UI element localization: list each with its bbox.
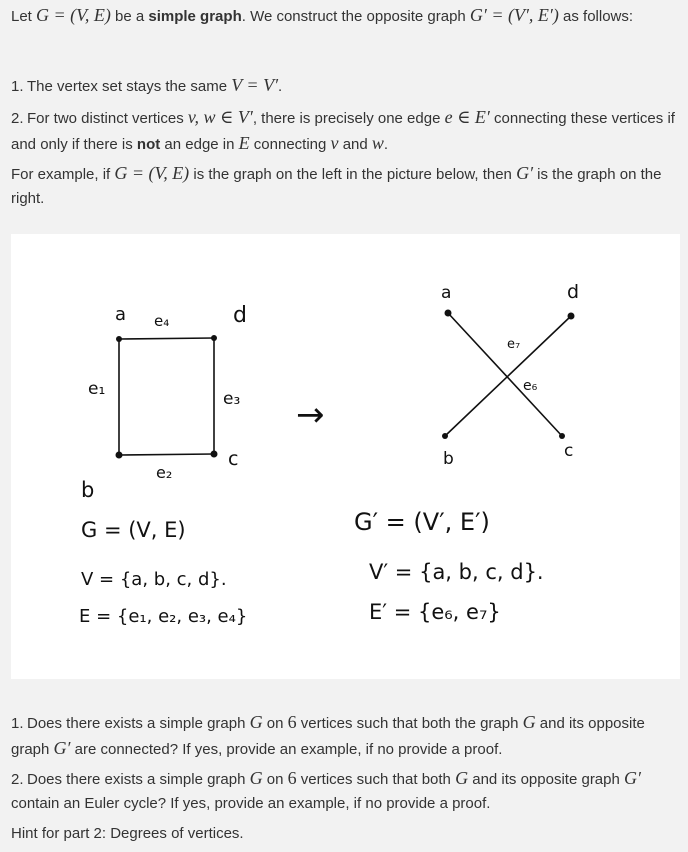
math-expr: V = V′ [231, 75, 279, 95]
question-text: Does there exists a simple graph [27, 715, 250, 732]
example-text: is the graph on the left in the picture below, then [189, 166, 517, 183]
math-expr: 6 [287, 768, 297, 788]
intro-text: be a [110, 8, 149, 25]
rule-bold: not [136, 136, 161, 153]
label-a: a [115, 304, 127, 325]
graph-drawing [11, 234, 680, 679]
vertex-c [211, 451, 218, 458]
math-expr: G [249, 768, 263, 788]
list-number: 2. [11, 110, 24, 127]
question-text: Does there exists a simple graph [27, 771, 250, 788]
label-c: c [228, 448, 239, 470]
rule-text: , there is precisely one edge [252, 110, 445, 127]
math-expr: G′ [624, 768, 641, 788]
intro-text: Let [11, 8, 37, 25]
left-def-G: G = (V, E) [81, 518, 186, 542]
example-text: For example, if [11, 166, 115, 183]
arrow-icon: → [296, 395, 325, 435]
list-number: 1. [11, 78, 24, 95]
vertex-b-prime [442, 433, 448, 439]
label-b: b [81, 478, 95, 502]
vertex-d [211, 335, 217, 341]
label-e1: e₁ [88, 379, 106, 399]
right-def-G: G′ = (V′, E′) [354, 508, 490, 536]
rule-text: connecting these vertices if and only if there is [11, 110, 675, 153]
rule-text: The vertex set stays the same [27, 78, 232, 95]
graph-figure [11, 234, 680, 679]
math-expr: e ∈ E′ [444, 107, 490, 127]
math-expr: G = (V, E) [114, 163, 190, 183]
vertex-a-prime [445, 310, 452, 317]
rule-item-1 [11, 73, 676, 99]
rule-text: . [278, 78, 283, 95]
question-text: vertices such that both [296, 771, 456, 788]
edge-e2 [119, 454, 214, 455]
label-d-prime: d [567, 281, 580, 303]
math-expr: G [522, 712, 536, 732]
question-item-2 [11, 766, 676, 816]
right-def-V: V′ = {a, b, c, d}. [369, 560, 544, 584]
hint-text: Hint for part 2: Degrees of vertices. [11, 825, 244, 842]
math-expr: G [455, 768, 469, 788]
list-number: 1. [11, 715, 24, 732]
rule-text: connecting [249, 136, 331, 153]
vertex-b [116, 452, 123, 459]
edge-e7 [445, 316, 571, 436]
right-graph [445, 313, 571, 436]
rule-text: and [338, 136, 372, 153]
label-e3: e₃ [223, 389, 241, 409]
math-expr: v, w ∈ V′ [187, 107, 253, 127]
question-text: and its opposite graph [468, 771, 625, 788]
math-expr: G [249, 712, 263, 732]
vertex-d-prime [568, 313, 575, 320]
left-vertices [116, 335, 218, 459]
intro-text: as follows: [558, 8, 634, 25]
label-e2: e₂ [156, 463, 173, 482]
label-b-prime: b [443, 449, 454, 469]
label-e7: e₇ [507, 337, 521, 352]
intro-bold: simple graph [148, 8, 242, 25]
math-expr: E [238, 133, 250, 153]
math-graph-G: G = (V, E) [36, 5, 111, 25]
vertex-c-prime [559, 433, 565, 439]
math-expr: w [371, 133, 384, 153]
left-def-V: V = {a, b, c, d}. [81, 569, 227, 590]
math-expr: 6 [287, 712, 297, 732]
question-text: on [262, 715, 288, 732]
rule-text: an edge in [160, 136, 239, 153]
question-text: contain an Euler cycle? If yes, provide an example, if no provide a proof. [11, 795, 491, 812]
vertex-a [116, 336, 122, 342]
intro-paragraph [11, 3, 679, 29]
math-expr: G′ [516, 163, 534, 183]
edge-e4 [119, 338, 214, 339]
rule-text: For two distinct vertices [27, 110, 188, 127]
label-c-prime: c [564, 441, 574, 461]
question-text: and its opposite graph [11, 715, 645, 758]
question-item-1 [11, 710, 676, 762]
question-text: on [262, 771, 288, 788]
question-text: vertices such that both the graph [296, 715, 523, 732]
label-a-prime: a [441, 283, 452, 303]
rule-text: . [383, 136, 389, 153]
math-graph-Gprime: G′ = (V′, E′) [469, 5, 559, 25]
label-e6: e₆ [523, 378, 538, 394]
label-d: d [233, 303, 247, 328]
question-text: are connected? If yes, provide an example, if no provide a proof. [70, 741, 503, 758]
rule-item-2 [11, 105, 676, 157]
left-graph [119, 338, 214, 455]
label-e4: e₄ [154, 312, 170, 330]
example-text: is the graph on the right. [11, 166, 662, 207]
math-expr: v [330, 133, 339, 153]
right-def-E: E′ = {e₆, e₇} [369, 600, 501, 624]
left-def-E: E = {e₁, e₂, e₃, e₄} [79, 606, 248, 627]
math-expr: G′ [53, 738, 71, 758]
list-number: 2. [11, 771, 24, 788]
intro-text: . We construct the opposite graph [241, 8, 470, 25]
example-paragraph [11, 161, 679, 211]
